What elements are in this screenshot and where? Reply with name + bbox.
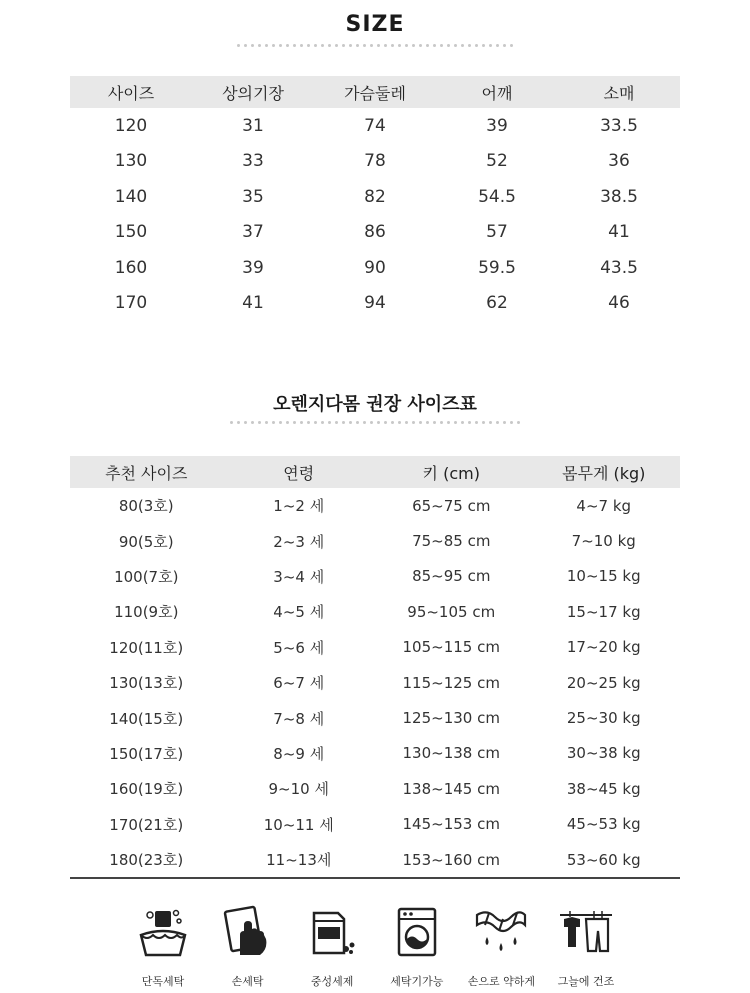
table-cell: 33.5 [600, 115, 638, 136]
table-cell: 46 [608, 293, 630, 314]
care-label: 손으로 약하게 [467, 975, 535, 988]
table-row [70, 286, 680, 322]
size-table [70, 76, 680, 321]
washing-machine-icon [389, 905, 445, 959]
table-cell: 31 [242, 115, 264, 136]
table-row [70, 736, 680, 771]
table-row [70, 842, 680, 878]
table-cell: 130(13호) [109, 674, 184, 693]
recommend-header-cell: 추천 사이즈 [70, 456, 223, 488]
table-row [70, 179, 680, 215]
table-cell: 54.5 [478, 186, 516, 207]
table-cell: 10~15 kg [566, 567, 641, 586]
table-cell: 80(3호) [118, 497, 174, 516]
table-cell: 82 [364, 186, 386, 207]
table-row [70, 559, 680, 594]
table-cell: 140 [114, 186, 148, 207]
recommend-table [70, 456, 680, 879]
recommend-divider [0, 421, 750, 424]
table-cell: 2~3 세 [273, 532, 325, 551]
table-cell: 86 [364, 222, 386, 243]
table-cell: 39 [242, 257, 264, 278]
table-cell: 30~38 kg [566, 744, 641, 763]
table-cell: 100(7호) [114, 567, 179, 586]
table-cell: 25~30 kg [566, 709, 641, 728]
table-cell: 38.5 [600, 186, 638, 207]
table-cell: 145~153 cm [402, 815, 500, 834]
care-item [291, 905, 373, 989]
table-row [70, 665, 680, 700]
single-wash-icon [135, 905, 191, 959]
table-row [70, 108, 680, 144]
table-cell: 41 [242, 293, 264, 314]
table-cell: 170(21호) [109, 815, 184, 834]
table-cell: 170 [114, 293, 148, 314]
table-cell: 150(17호) [109, 744, 184, 763]
title-divider [0, 44, 750, 47]
gentle-wring-icon [473, 905, 529, 959]
size-table-header [70, 76, 680, 108]
table-cell: 125~130 cm [402, 709, 500, 728]
table-cell: 5~6 세 [273, 638, 325, 657]
table-cell: 160 [114, 257, 148, 278]
care-instructions [122, 905, 627, 989]
table-row [70, 488, 680, 523]
size-header-cell: 소매 [558, 76, 680, 108]
care-item [207, 905, 289, 989]
table-cell: 41 [608, 222, 630, 243]
table-cell: 74 [364, 115, 386, 136]
table-cell: 95~105 cm [407, 602, 496, 621]
care-item [122, 905, 204, 989]
size-header-cell: 가슴둘레 [314, 76, 436, 108]
table-row [70, 215, 680, 251]
table-cell: 180(23호) [70, 842, 223, 878]
table-row [70, 700, 680, 735]
table-cell: 160(19호) [109, 780, 184, 799]
table-cell: 120(11호) [109, 638, 184, 657]
table-cell: 65~75 cm [412, 496, 491, 515]
recommend-header-cell: 몸무게 (kg) [528, 456, 681, 488]
table-cell: 39 [486, 115, 508, 136]
table-cell: 3~4 세 [273, 567, 325, 586]
size-header-cell: 사이즈 [70, 76, 192, 108]
hand-wash-icon [220, 905, 276, 959]
care-label: 단독세탁 [141, 975, 185, 988]
table-cell: 37 [242, 222, 264, 243]
table-cell: 6~7 세 [273, 674, 325, 693]
table-cell: 90(5호) [118, 532, 174, 551]
table-cell: 94 [364, 293, 386, 314]
table-cell: 53~60 kg [528, 842, 681, 878]
table-cell: 62 [486, 293, 508, 314]
table-cell: 130~138 cm [402, 744, 500, 763]
table-cell: 150 [114, 222, 148, 243]
table-row [70, 144, 680, 180]
table-cell: 52 [486, 151, 508, 172]
care-item [376, 905, 458, 989]
table-cell: 17~20 kg [566, 638, 641, 657]
recommend-title: 오렌지다몸 권장 사이즈표 [273, 394, 477, 415]
table-cell: 153~160 cm [375, 842, 528, 878]
table-cell: 4~7 kg [576, 496, 632, 515]
table-cell: 120 [114, 115, 148, 136]
table-cell: 1~2 세 [273, 497, 325, 516]
table-cell: 10~11 세 [263, 815, 334, 834]
care-label: 중성세제 [310, 975, 354, 988]
table-cell: 4~5 세 [273, 603, 325, 622]
care-item [460, 905, 542, 989]
table-row [70, 594, 680, 629]
table-cell: 130 [114, 151, 148, 172]
table-cell: 85~95 cm [412, 567, 491, 586]
table-cell: 57 [486, 222, 508, 243]
table-row [70, 771, 680, 806]
table-cell: 8~9 세 [273, 744, 325, 763]
table-cell: 20~25 kg [566, 673, 641, 692]
table-row [70, 630, 680, 665]
table-cell: 11~13세 [223, 842, 376, 878]
table-cell: 7~10 kg [571, 532, 636, 551]
table-cell: 78 [364, 151, 386, 172]
table-cell: 43.5 [600, 257, 638, 278]
table-cell: 75~85 cm [412, 532, 491, 551]
table-row [70, 250, 680, 286]
table-cell: 15~17 kg [566, 602, 641, 621]
shade-dry-icon [558, 905, 614, 959]
care-label: 세탁기가능 [390, 975, 444, 988]
table-cell: 38~45 kg [566, 779, 641, 798]
table-cell: 7~8 세 [273, 709, 325, 728]
table-cell: 138~145 cm [402, 779, 500, 798]
recommend-header-cell: 키 (cm) [375, 456, 528, 488]
table-cell: 140(15호) [109, 709, 184, 728]
size-header-cell: 상의기장 [192, 76, 314, 108]
table-cell: 9~10 세 [268, 780, 329, 799]
size-title: SIZE [345, 12, 405, 37]
neutral-detergent-icon [304, 905, 360, 959]
recommend-header-cell: 연령 [223, 456, 376, 488]
table-cell: 105~115 cm [402, 638, 500, 657]
size-header-cell: 어깨 [436, 76, 558, 108]
table-row [70, 523, 680, 558]
care-label: 손세탁 [231, 975, 264, 988]
table-cell: 90 [364, 257, 386, 278]
table-cell: 36 [608, 151, 630, 172]
table-cell: 45~53 kg [566, 815, 641, 834]
table-cell: 59.5 [478, 257, 516, 278]
table-cell: 115~125 cm [402, 673, 500, 692]
care-item [545, 905, 627, 989]
table-cell: 110(9호) [114, 603, 179, 622]
recommend-table-header [70, 456, 680, 488]
table-cell: 33 [242, 151, 264, 172]
care-label: 그늘에 건조 [557, 975, 615, 988]
table-cell: 35 [242, 186, 264, 207]
table-row [70, 807, 680, 842]
